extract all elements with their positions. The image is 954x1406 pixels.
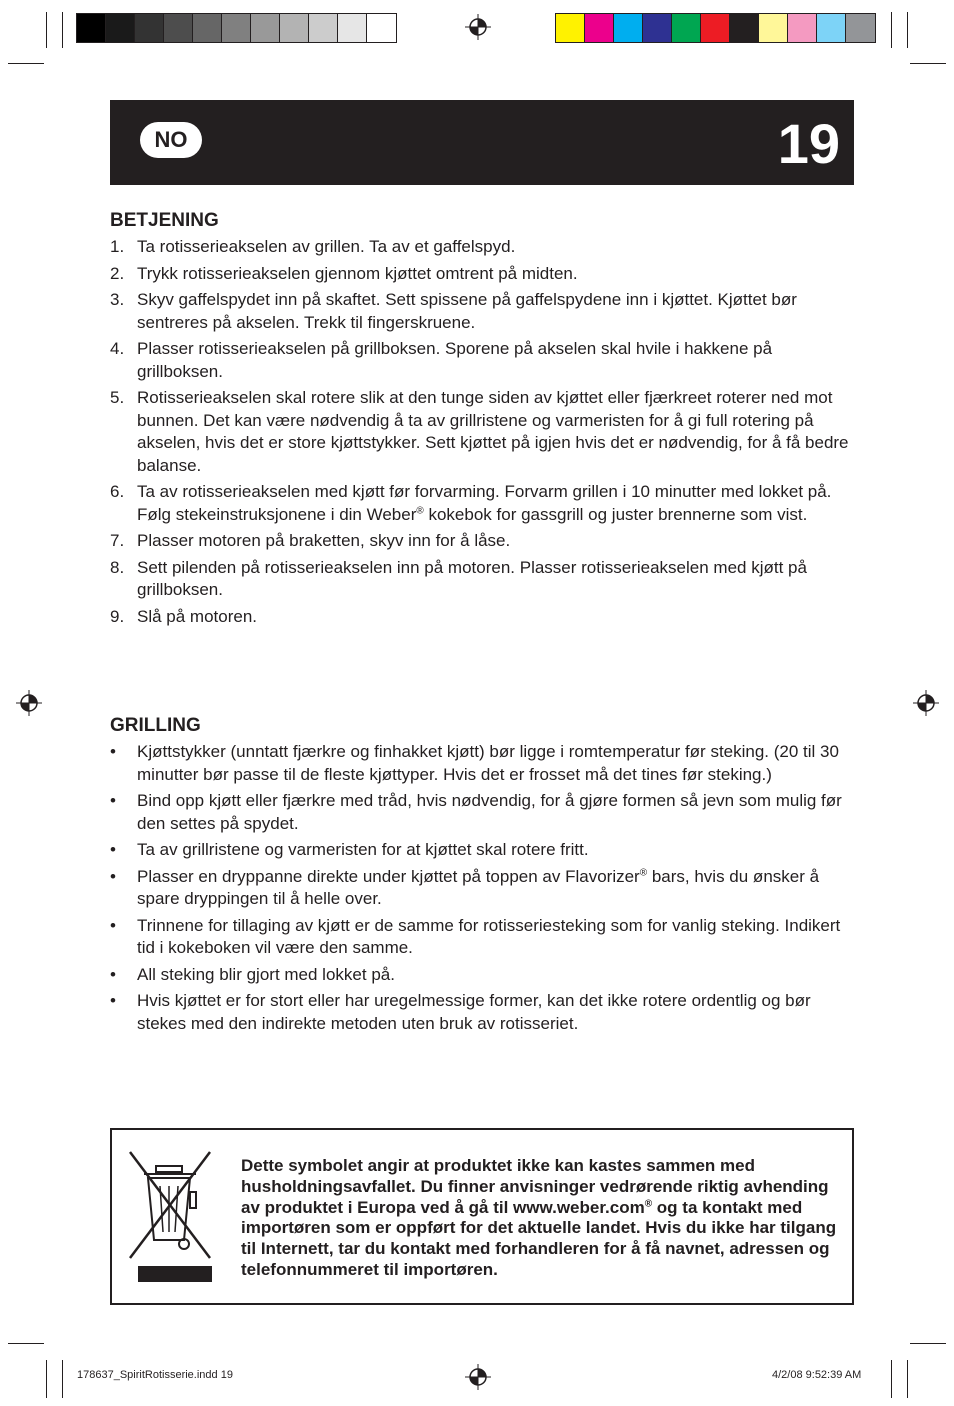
color-swatch	[309, 14, 338, 42]
list-item-text: Trinnene for tillaging av kjøtt er de samme for rotisseriesteking som for vanlig steking. Indikert tid i kokeboken vil være den samme.	[137, 915, 841, 957]
list-item-text: Plasser motoren på braketten, skyv inn for å låse.	[137, 531, 511, 550]
crop-mark	[891, 1360, 892, 1398]
footer-timestamp: 4/2/08 9:52:39 AM	[772, 1369, 862, 1381]
color-swatch	[701, 14, 730, 42]
list-marker: •	[110, 964, 116, 984]
list-item-text: Rotisserieakselen skal rotere slik at den tunge siden av kjøttet eller fjærkreet roterer ned mot bunnen. Det kan være nødvendig å ta av grillristene og varmeristen for å gi full rotering på akselen, hvis det er store kjøttstykker. Sett kjøttet på igjen hvis det er nødvendig, for å få bedre balanse.	[137, 388, 849, 475]
disposal-notice-text: Dette symbolet angir at produktet ikke kan kastes sammen med husholdningsavfallet. Du finner anvisninger vedrørende riktig avhending av produktet i Europa ved å gå til www.weber.com® og ta kontakt med importøren som er oppført for det aktuelle landet. Hvis du ikke har tilgang til Internett, tar du kontakt med forhandleren for å få navnet, adressen og telefonnummeret til importøren.	[241, 1156, 837, 1279]
color-swatch	[193, 14, 222, 42]
tip-item	[110, 964, 860, 987]
crop-mark	[910, 63, 946, 64]
crop-mark	[62, 12, 63, 48]
color-swatch	[730, 14, 759, 42]
grayscale-color-bar	[76, 13, 397, 43]
color-swatch	[846, 14, 875, 42]
tip-item	[110, 915, 860, 960]
list-item-text: Plasser en dryppanne direkte under kjøttet på toppen av Flavorizer	[137, 866, 640, 886]
color-swatch	[222, 14, 251, 42]
crop-mark	[8, 63, 44, 64]
page-header-bar	[110, 100, 854, 185]
color-swatch	[614, 14, 643, 42]
color-swatch	[338, 14, 367, 42]
list-marker: 4.	[110, 339, 125, 358]
bullet-tips-list	[110, 741, 860, 1039]
list-marker: 5.	[110, 388, 125, 407]
section-heading-betjening: BETJENING	[110, 210, 219, 231]
list-marker: 9.	[110, 606, 125, 626]
tip-item	[110, 990, 860, 1035]
crop-mark	[62, 1360, 63, 1398]
registration-mark-icon	[465, 1364, 491, 1390]
list-marker: •	[110, 840, 116, 859]
color-swatch	[135, 14, 164, 42]
list-item-text: Bind opp kjøtt eller fjærkre med tråd, hvis nødvendig, for å gjøre formen så jevn som mulig før den settes på spydet.	[137, 791, 842, 833]
crop-mark	[891, 12, 892, 48]
crop-mark	[8, 1343, 44, 1344]
color-swatch	[672, 14, 701, 42]
list-marker: 3.	[110, 290, 125, 309]
color-swatch	[817, 14, 846, 42]
list-item-text: Skyv gaffelspydet inn på skaftet. Sett spissene på gaffelspydene inn i kjøttet. Kjøttet bør sentreres på akselen. Trekk til fingerskruene.	[137, 290, 797, 332]
list-marker: 1.	[110, 237, 125, 256]
process-color-bar	[555, 13, 876, 43]
page-number: 19	[777, 112, 840, 175]
registered-mark: ®	[639, 866, 648, 878]
list-item-text: Ta rotisserieakselen av grillen. Ta av et gaffelspyd.	[137, 237, 516, 256]
color-swatch	[759, 14, 788, 42]
color-swatch	[367, 14, 396, 42]
instruction-step	[110, 557, 860, 602]
tip-item	[110, 839, 860, 862]
instruction-step	[110, 387, 860, 477]
language-badge: NO	[140, 122, 202, 158]
color-swatch	[106, 14, 135, 42]
registration-mark-icon	[913, 690, 939, 716]
list-marker: •	[110, 915, 116, 935]
tip-item	[110, 866, 860, 911]
instruction-step	[110, 236, 860, 259]
list-marker: 6.	[110, 482, 125, 501]
crop-mark	[907, 12, 908, 48]
color-swatch	[643, 14, 672, 42]
color-swatch	[556, 14, 585, 42]
crop-mark	[910, 1343, 946, 1344]
crop-mark	[46, 1360, 47, 1398]
instruction-step	[110, 289, 860, 334]
color-swatch	[164, 14, 193, 42]
list-item-text: Kjøttstykker (unntatt fjærkre og finhakket kjøtt) bør ligge i romtemperatur før steking. (20 til 30 minutter bør passe til de fleste kjøttyper. Hvis det er frosset må det tines før steking.)	[137, 742, 839, 784]
list-marker: 8.	[110, 557, 125, 577]
tip-item	[110, 741, 860, 786]
registration-mark-icon	[465, 14, 491, 40]
tip-item	[110, 790, 860, 835]
list-item-text: Sett pilenden på rotisserieakselen inn på motoren. Plasser rotisserieakselen med kjøtt på grillboksen.	[137, 557, 807, 599]
instruction-step	[110, 338, 860, 383]
color-swatch	[251, 14, 280, 42]
list-item-text: Slå på motoren.	[137, 606, 258, 626]
list-item-text: bars, hvis du ønsker å spare dryppingen til å helle over.	[137, 866, 820, 908]
instruction-step	[110, 530, 860, 553]
list-item-text: kokebok for gassgrill og juster brennerne som vist.	[423, 504, 808, 524]
color-swatch	[77, 14, 106, 42]
registration-mark-icon	[16, 690, 42, 716]
disposal-notice-box	[110, 1128, 854, 1305]
crop-mark	[907, 1360, 908, 1398]
list-marker: 7.	[110, 531, 125, 550]
crossed-out-wheelie-bin-icon	[126, 1148, 216, 1284]
numbered-instruction-list	[110, 236, 860, 632]
list-item-text: All steking blir gjort med lokket på.	[137, 964, 395, 984]
list-item-text: Ta av rotisserieakselen med kjøtt før forvarming. Forvarm grillen i 10 minutter med lokket på. Følg stekeinstruksjonene i din Weber	[137, 482, 832, 524]
registered-mark: ®	[416, 504, 424, 516]
list-marker: •	[110, 866, 116, 886]
list-item-text: Hvis kjøttet er for stort eller har uregelmessige former, kan det ikke rotere ordentlig og bør stekes med den indirekte metoden uten bruk av rotisseriet.	[137, 991, 811, 1033]
crop-mark	[46, 12, 47, 48]
list-marker: 2.	[110, 263, 125, 283]
list-marker: •	[110, 742, 116, 761]
instruction-step	[110, 263, 860, 286]
color-swatch	[585, 14, 614, 42]
list-marker: •	[110, 791, 116, 810]
color-swatch	[280, 14, 309, 42]
section-heading-grilling: GRILLING	[110, 715, 201, 736]
list-item-text: Ta av grillristene og varmeristen for at kjøttet skal rotere fritt.	[137, 840, 589, 859]
footer-file-info: 178637_SpiritRotisserie.indd 19	[77, 1369, 233, 1381]
color-swatch	[788, 14, 817, 42]
instruction-step	[110, 481, 860, 526]
list-marker: •	[110, 991, 116, 1010]
list-item-text: Plasser rotisserieakselen på grillboksen. Sporene på akselen skal hvile i hakkene på grillboksen.	[137, 339, 773, 381]
instruction-step	[110, 606, 860, 629]
list-item-text: Trykk rotisserieakselen gjennom kjøttet omtrent på midten.	[137, 263, 578, 283]
